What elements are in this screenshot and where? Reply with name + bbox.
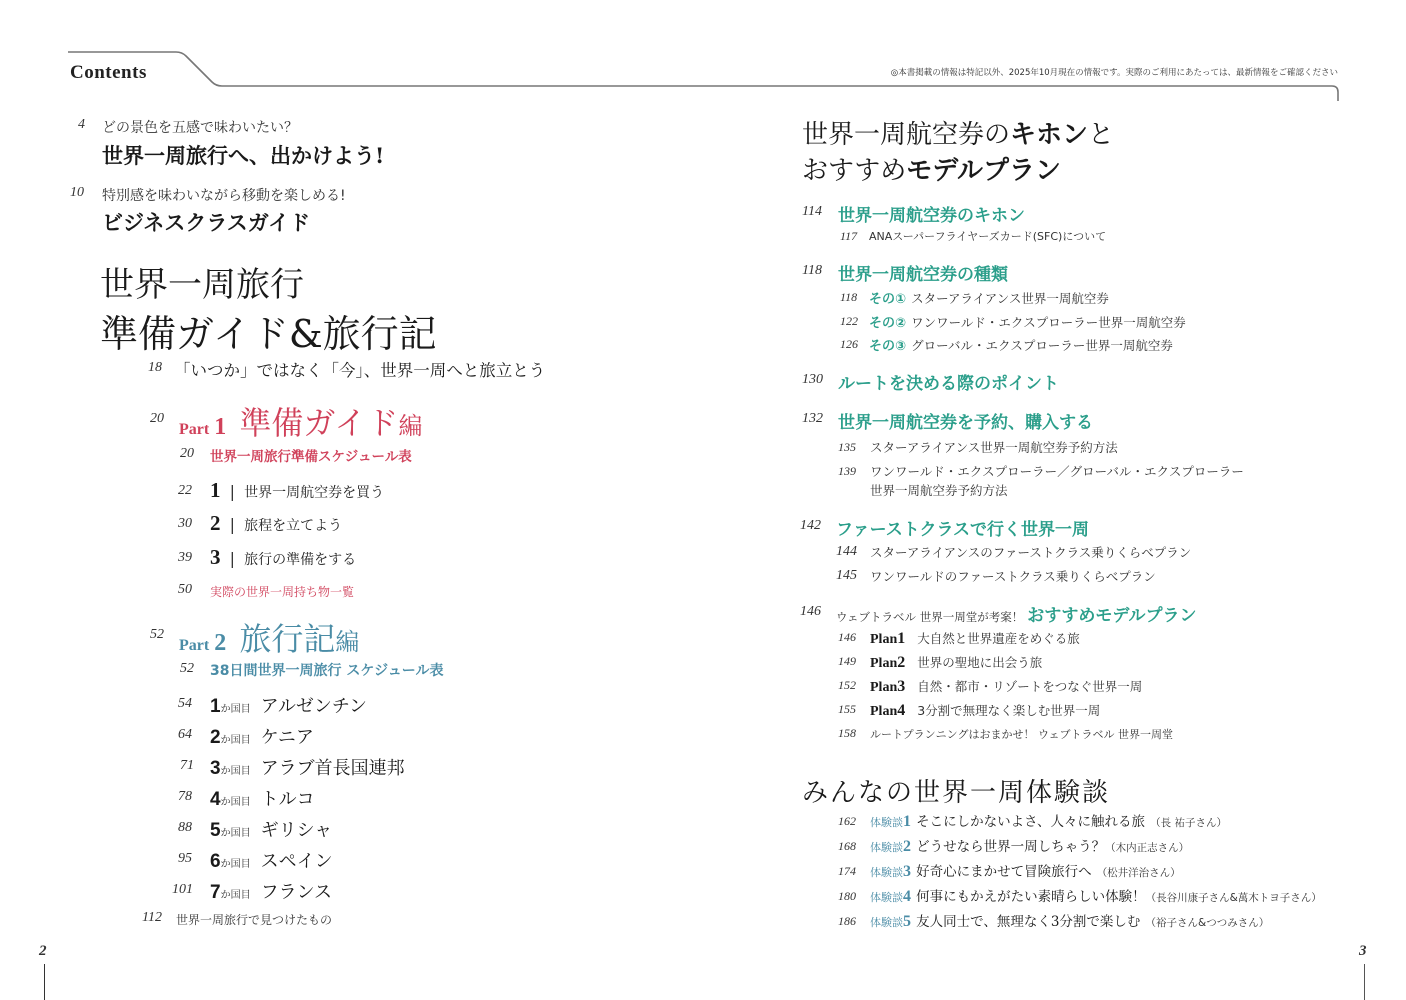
toc-page-number: 146 bbox=[838, 630, 856, 644]
toc-entry-lead[interactable]: 「いつか」ではなく「今」、世界一周へと旅立とう bbox=[174, 361, 546, 380]
toc-page-number: 155 bbox=[838, 702, 856, 716]
toc-page-number: 88 bbox=[178, 820, 192, 835]
toc-entry-first-star[interactable]: スターアライアンスのファーストクラス乗りくらべプラン bbox=[870, 545, 1192, 560]
part-label: Part bbox=[179, 637, 210, 654]
toc-entry-world-trip[interactable]: 世界一周旅行へ、出かけよう! bbox=[102, 143, 385, 168]
section-title: 世界一周航空券のキホンと bbox=[802, 120, 1115, 150]
country-index: 7 bbox=[210, 882, 221, 903]
toc-page-number: 168 bbox=[838, 839, 856, 853]
toc-page-number: 52 bbox=[180, 661, 194, 676]
toc-page-number: 130 bbox=[802, 372, 823, 387]
toc-page-number: 180 bbox=[838, 889, 856, 903]
toc-page-number: 186 bbox=[838, 914, 856, 928]
part-suffix: 編 bbox=[398, 412, 423, 440]
section-title: みんなの世界一周体験談 bbox=[802, 778, 1111, 808]
toc-entry-country[interactable] bbox=[210, 692, 367, 718]
toc-entry-business-class[interactable]: ビジネスクラスガイド bbox=[102, 210, 311, 235]
contents-heading: Contents bbox=[70, 62, 147, 83]
toc-page-number: 30 bbox=[178, 516, 192, 531]
toc-entry-route-points[interactable]: ルートを決める際のポイント bbox=[838, 374, 1059, 394]
toc-entry-sfc[interactable]: ANAスーパーフライヤーズカード(SFC)について bbox=[869, 230, 1107, 243]
toc-page-number: 135 bbox=[838, 440, 856, 454]
toc-entry-country[interactable] bbox=[210, 816, 332, 842]
folio-rule bbox=[44, 964, 45, 1000]
country-name: ギリシャ bbox=[260, 820, 333, 841]
page-folio-right: 3 bbox=[1359, 943, 1367, 959]
disclaimer-note: ◎本書掲載の情報は特記以外、2025年10月現在の情報です。実際のご利用にあたっては、最新情報をご確認ください bbox=[890, 68, 1338, 78]
toc-entry-country[interactable] bbox=[210, 754, 405, 780]
toc-page-number: 50 bbox=[178, 582, 192, 597]
part-number: 1 bbox=[214, 414, 227, 440]
toc-entry-experience[interactable]: 体験談2 どうせなら世界一周しちゃう？（木内正志さん） bbox=[870, 838, 1190, 855]
toc-page-number: 152 bbox=[838, 678, 856, 692]
part-suffix: 編 bbox=[335, 628, 360, 656]
toc-page-number: 142 bbox=[800, 518, 821, 533]
toc-page-number: 158 bbox=[838, 726, 856, 740]
toc-entry-prep-schedule[interactable]: 世界一周旅行準備スケジュール表 bbox=[210, 449, 412, 465]
step-number: 2 bbox=[210, 511, 221, 535]
toc-page-number: 39 bbox=[178, 550, 192, 565]
toc-page-number: 95 bbox=[178, 851, 192, 866]
toc-entry-country[interactable] bbox=[210, 785, 315, 811]
country-suffix: か国目 bbox=[220, 797, 251, 808]
toc-page-number: 118 bbox=[840, 290, 858, 304]
toc-entry-experience[interactable]: 体験談4 何事にもかえがたい素晴らしい体験！（長谷川康子さん&萬木トヨ子さん） bbox=[870, 888, 1322, 905]
divider: | bbox=[229, 515, 235, 534]
toc-page-number: 4 bbox=[78, 117, 85, 132]
toc-page-number: 145 bbox=[836, 568, 857, 583]
toc-entry-ticket-type[interactable]: その③ グローバル・エクスプローラー世界一周航空券 bbox=[869, 338, 1173, 354]
part-number: 2 bbox=[214, 630, 227, 656]
toc-page-number: 117 bbox=[840, 229, 858, 243]
section-title: おすすめモデルプラン bbox=[802, 156, 1061, 186]
toc-entry-booking-oneworld[interactable]: ワンワールド・エクスプローラー／グローバル・エクスプローラー bbox=[870, 464, 1244, 479]
toc-page-number: 132 bbox=[802, 411, 823, 426]
toc-subtitle: 特別感を味わいながら移動を楽しめる! bbox=[102, 188, 346, 204]
country-suffix: か国目 bbox=[220, 766, 251, 777]
folio-rule bbox=[1364, 964, 1365, 1000]
toc-entry-booking[interactable]: 世界一周航空券を予約、購入する bbox=[838, 413, 1093, 433]
toc-page-number: 174 bbox=[838, 864, 856, 878]
toc-entry-experience[interactable]: 体験談3 好奇心にまかせて冒険旅行へ （松井洋治さん） bbox=[870, 863, 1181, 880]
toc-entry-step-1[interactable] bbox=[210, 478, 384, 503]
toc-entry-trip-schedule[interactable]: 38日間世界一周旅行 スケジュール表 bbox=[210, 663, 444, 679]
country-name: スペイン bbox=[260, 851, 333, 872]
toc-page-number: 10 bbox=[70, 185, 84, 200]
toc-page-number: 126 bbox=[840, 337, 858, 351]
part1-heading[interactable] bbox=[179, 398, 422, 444]
toc-entry-country[interactable] bbox=[210, 878, 332, 904]
divider: | bbox=[229, 549, 235, 568]
step-title: 旅程を立てよう bbox=[244, 518, 343, 534]
toc-entry-findings[interactable]: 世界一周旅行で見つけたもの bbox=[176, 913, 333, 927]
country-suffix: か国目 bbox=[220, 890, 251, 901]
toc-entry-plan[interactable]: Plan3 自然・都市・リゾートをつなぐ世界一周 bbox=[870, 678, 1143, 695]
toc-page-number: 64 bbox=[178, 727, 192, 742]
section-title: 準備ガイド&旅行記 bbox=[100, 312, 437, 356]
toc-entry-first-oneworld[interactable]: ワンワールドのファーストクラス乗りくらべプラン bbox=[870, 569, 1156, 584]
page-folio-left: 2 bbox=[39, 943, 47, 959]
toc-page-number: 22 bbox=[178, 483, 192, 498]
toc-entry-experience[interactable]: 体験談1 そこにしかないよさ、人々に触れる旅 （長 祐子さん） bbox=[870, 813, 1227, 830]
toc-subtitle: どの景色を五感で味わいたい？ bbox=[102, 120, 298, 136]
country-index: 1 bbox=[210, 696, 221, 717]
toc-page-number: 118 bbox=[802, 263, 822, 278]
toc-page-number: 71 bbox=[180, 758, 194, 773]
step-title: 世界一周航空券を買う bbox=[244, 485, 385, 501]
toc-entry-step-2[interactable] bbox=[210, 511, 342, 536]
toc-entry-ticket-type[interactable]: その① スターアライアンス世界一周航空券 bbox=[869, 291, 1109, 307]
part2-heading[interactable] bbox=[179, 614, 359, 660]
country-suffix: か国目 bbox=[220, 828, 251, 839]
toc-page-number: 20 bbox=[180, 446, 194, 461]
section-title: 世界一周旅行 bbox=[100, 265, 304, 305]
country-suffix: か国目 bbox=[220, 859, 251, 870]
toc-entry-route-planning[interactable]: ルートプランニングはおまかせ！ ウェブトラベル 世界一周堂 bbox=[870, 728, 1174, 741]
toc-page-number: 20 bbox=[150, 411, 164, 426]
toc-page-number: 52 bbox=[150, 627, 164, 642]
toc-page-number: 146 bbox=[800, 604, 821, 619]
toc-entry-ticket-basics[interactable]: 世界一周航空券のキホン bbox=[838, 206, 1025, 226]
part-label: Part bbox=[179, 421, 210, 438]
country-suffix: か国目 bbox=[220, 735, 251, 746]
toc-page-number: 18 bbox=[148, 360, 162, 375]
toc-entry-packing-list[interactable]: 実際の世界一周持ち物一覧 bbox=[210, 585, 355, 599]
toc-entry-step-3[interactable] bbox=[210, 545, 356, 570]
country-name: アラブ首長国連邦 bbox=[260, 758, 405, 779]
contents-header-rule bbox=[0, 0, 1406, 110]
toc-entry-ticket-type[interactable]: その② ワンワールド・エクスプローラー世界一周航空券 bbox=[869, 315, 1186, 331]
toc-page-number: 114 bbox=[802, 204, 822, 219]
country-name: トルコ bbox=[260, 789, 315, 810]
toc-entry-plan[interactable]: Plan1 大自然と世界遺産をめぐる旅 bbox=[870, 630, 1080, 647]
toc-entry-booking-star[interactable]: スターアライアンス世界一周航空券予約方法 bbox=[870, 440, 1118, 455]
part-title: 旅行記 bbox=[239, 620, 336, 658]
toc-page-number: 162 bbox=[838, 814, 856, 828]
toc-page-number: 101 bbox=[172, 882, 193, 897]
step-title: 旅行の準備をする bbox=[244, 552, 357, 568]
toc-entry-first-class[interactable]: ファーストクラスで行く世界一周 bbox=[836, 520, 1089, 540]
country-name: アルゼンチン bbox=[260, 696, 367, 717]
toc-page-number: 149 bbox=[838, 654, 856, 668]
toc-page-number: 139 bbox=[838, 464, 856, 478]
divider: | bbox=[229, 482, 235, 501]
country-index: 6 bbox=[210, 851, 221, 872]
step-number: 1 bbox=[210, 478, 221, 502]
toc-entry-booking-oneworld-cont: 世界一周航空券予約方法 bbox=[870, 483, 1008, 498]
toc-entry-plan[interactable]: Plan2 世界の聖地に出会う旅 bbox=[870, 654, 1043, 671]
toc-page-number: 78 bbox=[178, 789, 192, 804]
country-index: 4 bbox=[210, 789, 221, 810]
toc-entry-model-plans[interactable]: ウェブトラベル 世界一周堂が考案！ おすすめモデルプラン bbox=[836, 606, 1197, 626]
toc-page-number: 112 bbox=[142, 910, 162, 925]
part-title: 準備ガイド bbox=[239, 404, 399, 442]
toc-entry-country[interactable] bbox=[210, 847, 333, 873]
toc-entry-experience[interactable]: 体験談5 友人同士で、無理なく3分割で楽しむ （裕子さん&つつみさん） bbox=[870, 913, 1270, 930]
toc-page-number: 54 bbox=[178, 696, 192, 711]
country-suffix: か国目 bbox=[220, 704, 251, 715]
country-name: ケニア bbox=[260, 727, 314, 748]
toc-page-number: 122 bbox=[840, 314, 858, 328]
country-index: 2 bbox=[210, 727, 221, 748]
country-index: 5 bbox=[210, 820, 221, 841]
toc-page-number: 144 bbox=[836, 544, 857, 559]
toc-entry-country[interactable] bbox=[210, 723, 314, 749]
toc-entry-plan[interactable]: Plan4 3分割で無理なく楽しむ世界一周 bbox=[870, 702, 1101, 719]
country-name: フランス bbox=[260, 882, 333, 903]
country-index: 3 bbox=[210, 758, 221, 779]
toc-entry-ticket-types[interactable]: 世界一周航空券の種類 bbox=[838, 265, 1008, 285]
step-number: 3 bbox=[210, 545, 221, 569]
